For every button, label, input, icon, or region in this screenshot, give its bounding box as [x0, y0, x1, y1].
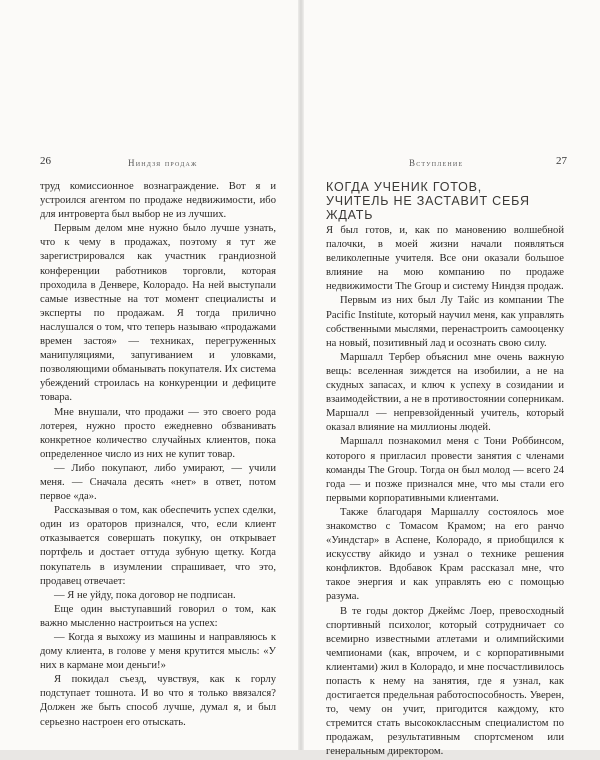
right-paragraph: Маршалл познакомил меня с Тони Роббинсом, которого я пригласил провести занятия с членами команды The Group. Тогда он был молод — всего 24 года — и позже признался мне, что мы стали его первыми корпоративными клиентами. [326, 436, 564, 504]
left-running-head: Ниндзя продаж [128, 158, 198, 168]
left-paragraph: Я покидал съезд, чувствуя, как к горлу подступает тошнота. И во что я только ввязался? Должен же быть способ лучше, думал я, и был серьезно настроен его отыскать. [40, 674, 276, 728]
right-paragraph: Первым из них был Лу Тайс из компании The Pacific Institute, который научил меня, как управлять собственными мыслями, перенастроить самооценку на новый, позитивный лад и осознать свою силу. [326, 295, 564, 349]
right-body-text [326, 224, 564, 760]
right-paragraph: Я был готов, и, как по мановению волшебной палочки, в моей жизни начали появляться великолепные учителя. Все они оказали большое влияние на мою компанию по продаже недвижимости The Group и систему Ниндзя продаж. [326, 225, 564, 293]
left-paragraph: Еще один выступавший говорил о том, как важно мысленно настроиться на успех: [40, 603, 276, 629]
left-paragraph: Первым делом мне нужно было лучше узнать, что к чему в продажах, поэтому я тут же зарегистрировался как участник грандиозной конференции работников торговли, которая проходила в Денвере, Колорадо. На ней выступали самые известные на тот момент специалисты и эксперты по продажам. Я тогда прилично наслушался о том, что теперь называю «продажами времен застоя» — техниках, перегруженных манипуляциями, запугиванием и уловками, позволяющими обманывать покупателя. Их система убеждений строилась на конкуренции и дефиците товара. [40, 223, 276, 404]
right-running-head: Вступление [409, 158, 464, 168]
left-paragraph: — Я не уйду, пока договор не подписан. [54, 589, 236, 601]
left-paragraph: Мне внушали, что продажи — это своего рода лотерея, нужно просто ежедневно обзванивать конкретное количество случайных клиентов, пока определенное число из них не купит товар. [40, 406, 276, 460]
right-page-number: 27 [556, 155, 567, 167]
section-title [326, 180, 576, 222]
right-paragraph: В те годы доктор Джеймс Лоер, превосходный спортивный психолог, который сотрудничает со всемирно известными атлетами и олимпийскими чемпионами (как, впрочем, и с корпоративными клиентами) жил в Колорадо, и мне посчастливилось попасть к нему на занятия, где я узнал, как достигается предельная работоспособность. Уверен, то, чему он учит, пригодится каждому, кто стремится стать высококлассным специалистом по продажам, результативным спортсменом или генеральным директором. [326, 605, 564, 758]
section-title-line: УЧИТЕЛЬ НЕ ЗАСТАВИТ СЕБЯ ЖДАТЬ [326, 194, 530, 222]
left-paragraph: труд комиссионное вознаграждение. Вот я и устроился агентом по продаже недвижимости, ибо для интроверта был выбор не из лучших. [40, 181, 276, 221]
right-paragraph: Также благодаря Маршаллу состоялось мое знакомство с Томасом Крамом; на его ранчо «Уиндстар» в Аспене, Колорадо, я приобщился к искусству айкидо и узнал о технике решения конфликтов. Вдобавок Крам рассказал мне, что такое энергия и как управлять ею с помощью разума. [326, 506, 564, 603]
left-page [0, 0, 298, 750]
left-paragraph: — Либо покупают, либо умирают, — учили меня. — Сначала десять «нет» в ответ, потом первое «да». [40, 462, 276, 503]
left-paragraph: — Когда я выхожу из машины и направляюсь к дому клиента, в голове у меня крутится мысль: «У них в кармане мои деньги!» [40, 632, 276, 672]
right-paragraph: Маршалл Тербер объяснил мне очень важную вещь: вселенная зиждется на изобилии, а не на скудных запасах, и ключ к успеху в созидании и взаимодействии, а не в противостоянии соперникам. Маршалл — непревзойденный учитель, который оказал влияние на миллионы людей. [326, 351, 564, 434]
right-page [304, 0, 600, 758]
section-title-line: КОГДА УЧЕНИК ГОТОВ, [326, 180, 483, 194]
left-body-text [40, 180, 276, 730]
left-paragraph: Рассказывая о том, как обеспечить успех сделки, один из ораторов признался, что, если клиент отказывается совершать покупку, он открывает портфель и достает оттуда зубную щетку. Когда покупатель в изумлении спрашивает, что это, продавец отвечает: [40, 505, 276, 587]
left-page-number: 26 [40, 155, 51, 167]
